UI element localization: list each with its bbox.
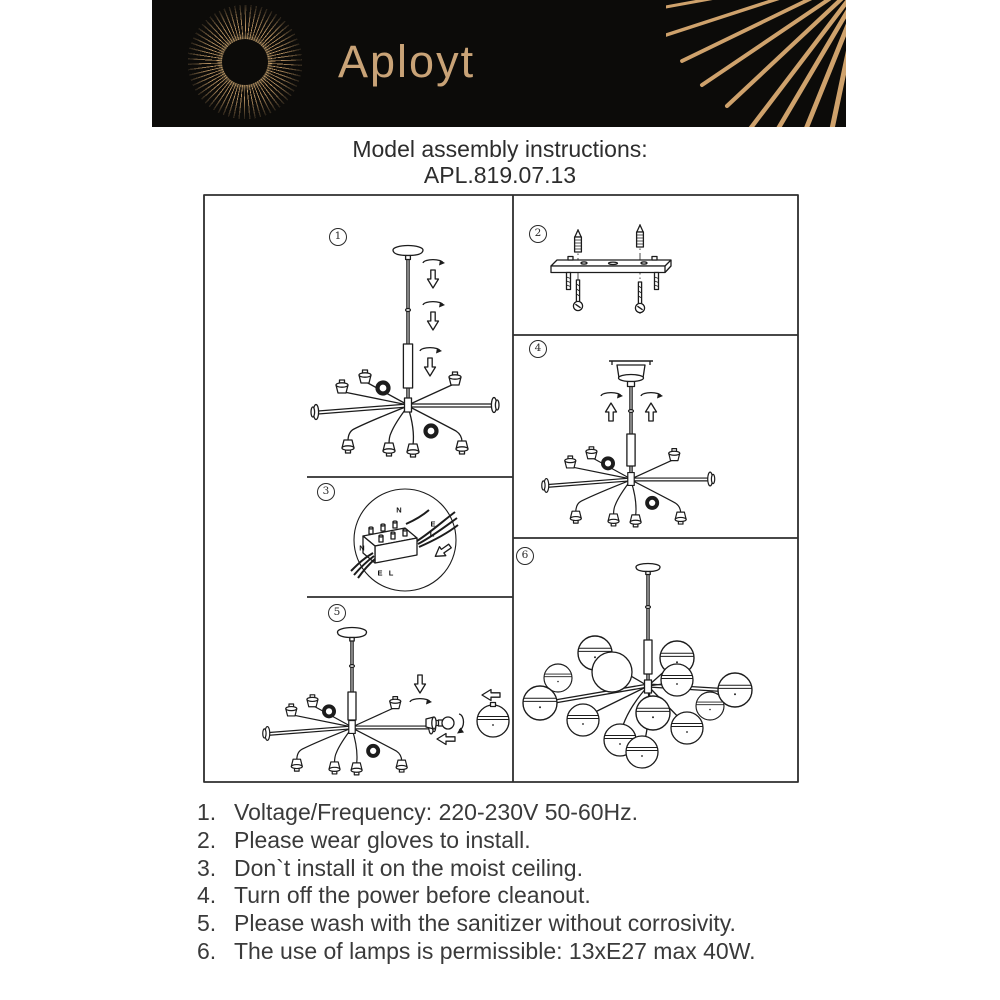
list-item <box>197 799 837 827</box>
step1-drawing <box>311 246 499 458</box>
step2-drawing <box>551 224 671 314</box>
item-number: 2. <box>197 826 217 853</box>
step-6-badge: 6 <box>516 547 534 565</box>
instruction-list <box>197 799 837 966</box>
rays-decoration-icon <box>666 0 846 127</box>
step-4-badge: 4 <box>529 340 547 358</box>
item-text: Voltage/Frequency: 220-230V 50-60Hz. <box>234 799 639 825</box>
wire-label-e-right: E <box>430 519 436 529</box>
wire-label-l-left: L <box>388 568 394 578</box>
item-text: Don`t install it on the moist ceiling. <box>234 854 583 881</box>
list-item <box>197 938 837 966</box>
step-1-badge: 1 <box>329 228 347 246</box>
step6-drawing <box>523 564 752 769</box>
brand-banner <box>152 0 846 127</box>
list-item <box>197 882 837 910</box>
item-text: Turn off the power before cleanout. <box>234 882 591 909</box>
item-text: Please wash with the sanitizer without corrosivity. <box>234 910 736 937</box>
model-number: APL.819.07.13 <box>423 162 577 188</box>
item-number: 3. <box>197 854 217 881</box>
wire-label-e-left: E <box>377 568 383 578</box>
wire-label-l-right: L <box>429 529 435 539</box>
assembly-diagram-canvas <box>203 194 799 783</box>
wire-label-n-right: N <box>396 505 402 515</box>
page-title: Model assembly instructions: <box>352 136 648 162</box>
step-2-badge: 2 <box>529 225 547 243</box>
assembly-diagram <box>203 194 799 783</box>
list-item <box>197 855 837 883</box>
item-number: 6. <box>197 937 217 964</box>
list-item <box>197 827 837 855</box>
step-5-badge: 5 <box>328 604 346 622</box>
item-text: Please wear gloves to install. <box>234 826 531 853</box>
step-3-badge: 3 <box>317 483 335 501</box>
list-item <box>197 910 837 938</box>
step4-drawing <box>542 361 715 527</box>
item-number: 1. <box>197 799 217 825</box>
wire-label-n-left: N <box>359 543 365 553</box>
item-text: The use of lamps is permissible: 13xE27 max 40W. <box>234 937 756 964</box>
item-number: 5. <box>197 910 217 937</box>
step5-drawing <box>263 628 509 775</box>
item-number: 4. <box>197 882 217 909</box>
sunburst-logo-icon <box>188 5 302 119</box>
step3-drawing <box>351 489 458 591</box>
brand-name: Aployt <box>338 36 476 87</box>
